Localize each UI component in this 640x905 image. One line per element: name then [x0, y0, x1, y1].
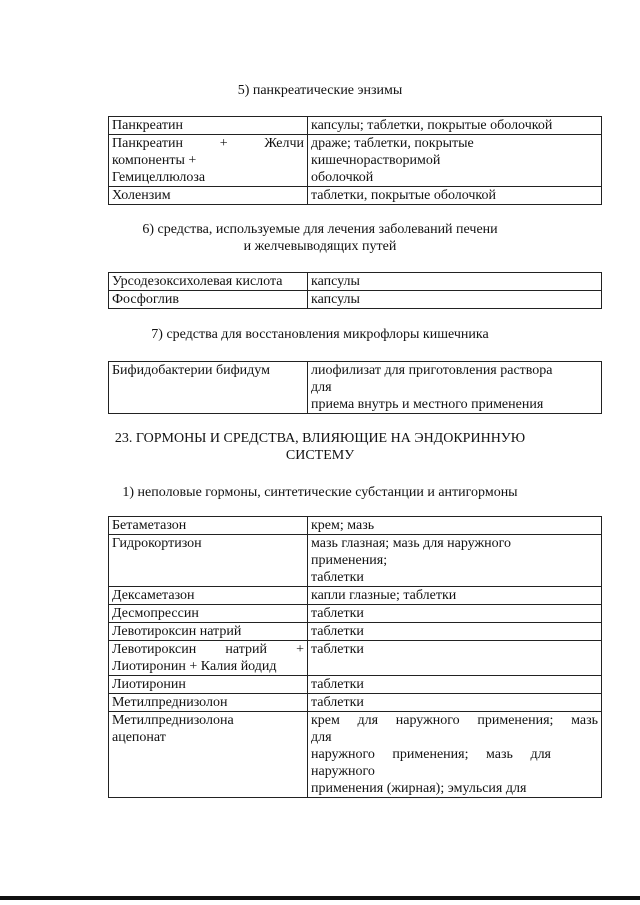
- drug-name-cell: Левотироксин натрий + Лиотиронин + Калия йодид: [109, 641, 308, 676]
- section-heading-pancreatic-enzymes: 5) панкреатические энзимы: [237, 83, 403, 98]
- table-row: [109, 362, 602, 414]
- dosage-form-cell: капсулы: [308, 273, 602, 291]
- microflora-table: [108, 361, 602, 414]
- section-heading-microflora: 7) средства для восстановления микрофлоры кишечника: [151, 327, 489, 342]
- drug-name-cell: Левотироксин натрий: [109, 623, 308, 641]
- drug-name-cell: Панкреатин + Желчи компоненты + Гемицеллюлоза: [109, 135, 308, 187]
- section-heading-nonsex-hormones: 1) неполовые гормоны, синтетические субстанции и антигормоны: [122, 485, 518, 500]
- liver-biliary-table: [108, 272, 602, 309]
- table-row: [109, 187, 602, 205]
- table-row: [109, 135, 602, 187]
- dosage-form-cell: капсулы: [308, 291, 602, 309]
- pancreatic-enzymes-table: [108, 116, 602, 205]
- drug-name-cell: Дексаметазон: [109, 587, 308, 605]
- dosage-form-cell: капсулы; таблетки, покрытые оболочкой: [308, 117, 602, 135]
- dosage-form-cell: таблетки: [308, 694, 602, 712]
- table-row: [109, 623, 602, 641]
- table-row: [109, 273, 602, 291]
- drug-name-cell: Холензим: [109, 187, 308, 205]
- section-heading-liver-biliary: 6) средства, используемые для лечения заболеваний печени и желчевыводящих путей: [142, 222, 498, 254]
- drug-name-cell: Метилпреднизолона ацепонат: [109, 712, 308, 798]
- drug-name-cell: Метилпреднизолон: [109, 694, 308, 712]
- dosage-form-cell: таблетки: [308, 605, 602, 623]
- drug-name-cell: Фосфоглив: [109, 291, 308, 309]
- table-row: [109, 517, 602, 535]
- drug-name-cell: Урсодезоксихолевая кислота: [109, 273, 308, 291]
- hormones-table: [108, 516, 602, 798]
- dosage-form-cell: драже; таблетки, покрытые кишечнорастворимой оболочкой: [308, 135, 602, 187]
- dosage-form-cell: таблетки: [308, 676, 602, 694]
- dosage-form-cell: крем; мазь: [308, 517, 602, 535]
- table-row: [109, 587, 602, 605]
- table-row: [109, 712, 602, 798]
- table-row: [109, 694, 602, 712]
- drug-name-cell: Панкреатин: [109, 117, 308, 135]
- page-bottom-rule: [0, 896, 640, 900]
- drug-name-cell: Бифидобактерии бифидум: [109, 362, 308, 414]
- table-row: [109, 605, 602, 623]
- table-row: [109, 291, 602, 309]
- table-row: [109, 535, 602, 587]
- table-row: [109, 676, 602, 694]
- dosage-form-cell: таблетки, покрытые оболочкой: [308, 187, 602, 205]
- dosage-form-cell: таблетки: [308, 623, 602, 641]
- dosage-form-cell: мазь глазная; мазь для наружного применения; таблетки: [308, 535, 602, 587]
- table-row: [109, 117, 602, 135]
- drug-name-cell: Бетаметазон: [109, 517, 308, 535]
- dosage-form-cell: лиофилизат для приготовления раствора для приема внутрь и местного применения: [308, 362, 602, 414]
- dosage-form-cell: капли глазные; таблетки: [308, 587, 602, 605]
- drug-name-cell: Десмопрессин: [109, 605, 308, 623]
- drug-name-cell: Гидрокортизон: [109, 535, 308, 587]
- dosage-form-cell: таблетки: [308, 641, 602, 676]
- dosage-form-cell: крем для наружного применения; мазь для наружного применения; мазь для наружного применения (жирная); эмульсия для: [308, 712, 602, 798]
- chapter-heading-hormones: 23. ГОРМОНЫ И СРЕДСТВА, ВЛИЯЮЩИЕ НА ЭНДОКРИННУЮ СИСТЕМУ: [114, 431, 526, 463]
- table-row: [109, 641, 602, 676]
- drug-name-cell: Лиотиронин: [109, 676, 308, 694]
